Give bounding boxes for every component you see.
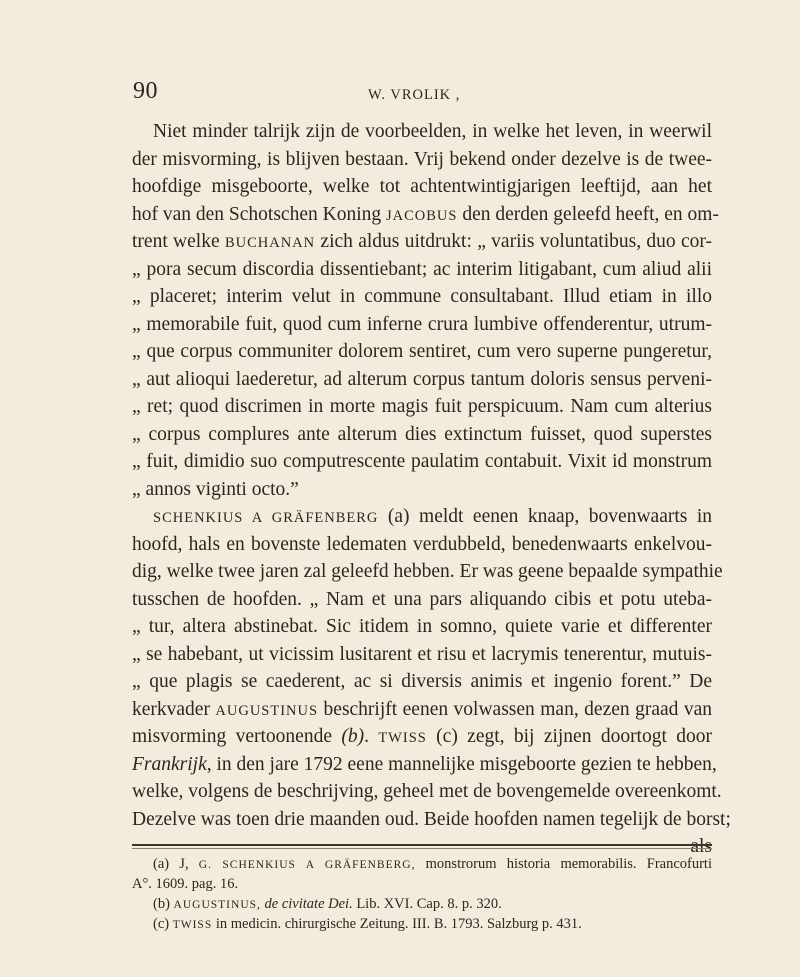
footnote-a — [132, 854, 712, 874]
footnote-author: AUGUSTINUS, — [173, 899, 261, 911]
text-line — [132, 201, 719, 229]
footnote-marker: (b) — [153, 896, 174, 912]
text-span: (c) zegt, bij zijnen doortogt door — [426, 726, 712, 747]
footnote-rule-thin — [132, 848, 712, 849]
text-line: Dezelve was toen drie maanden oud. Beide hoofden namen tegelijk de borst; — [132, 808, 731, 830]
person-name-twiss: TWISS — [378, 730, 427, 746]
text-line: „ placeret; interim velut in commune consultabant. Illud etiam in illo — [132, 286, 712, 307]
text-line: „ annos viginti octo.” — [132, 478, 299, 500]
text-line: dig, welke twee jaren zal geleefd hebben. Er was geene bepaalde sympathie — [132, 561, 723, 582]
text-span: misvorming vertoonende — [132, 726, 342, 747]
footnote-author: G. SCHENKIUS A GRÄFENBERG, — [198, 859, 416, 871]
text-line: hoofdige misgeboorte, welke tot achtentwintigjarigen leeftijd, aan het — [132, 176, 712, 197]
body-text — [132, 118, 731, 861]
footnote-a-cont: A°. 1609. pag. 16. — [132, 876, 239, 892]
catchword: als — [690, 836, 712, 857]
text-span: (a) meldt eenen knaap, bovenwaarts in — [378, 506, 713, 527]
footnote-ref-b: (b) — [341, 726, 365, 747]
text-span: . — [364, 726, 379, 747]
text-line: „ se habebant, ut vicissim lusitarent et risu et lacrymis tenerentur, mutuis- — [132, 643, 712, 665]
text-line: welke, volgens de beschrijving, geheel met de bovengemelde overeenkomt. — [132, 781, 722, 802]
running-head: W. VROLIK , — [368, 87, 461, 103]
text-span: , in den jare 1792 eene mannelijke misgeboorte gezien te hebben, — [206, 753, 717, 775]
text-line: „ fuit, dimidio suo computrescente paulatim contabuit. Vixit id monstrum — [132, 451, 712, 472]
text-line — [132, 696, 712, 724]
text-span: kerkvader — [132, 698, 216, 720]
footnote-author: TWISS — [172, 919, 213, 931]
text-line: Niet minder talrijk zijn de voorbeelden, in welke het leven, in weerwil — [153, 121, 712, 142]
footnote-marker: (c) — [153, 916, 173, 932]
text-line: der misvorming, is blijven bestaan. Vrij bekend onder dezelve is de twee- — [132, 148, 712, 170]
text-span: hof van den Schotschen Koning — [132, 203, 386, 225]
text-span: beschrijft eenen volwassen man, dezen graad van — [318, 698, 713, 720]
paragraph-2 — [132, 503, 731, 861]
text-line: „ aut alioqui laederetur, ad alterum corpus tantum doloris sensus perveni- — [132, 368, 712, 390]
footnote-c — [132, 914, 712, 934]
footnote-title: de civitate Dei. — [260, 896, 353, 912]
text-span: trent welke — [132, 231, 225, 252]
text-span: den derden geleefd heeft, en om- — [457, 203, 719, 225]
text-line — [132, 751, 717, 779]
page-number: 90 — [133, 78, 158, 104]
footnote-text: Lib. XVI. Cap. 8. p. 320. — [352, 896, 502, 912]
text-line: tusschen de hoofden. „ Nam et una pars aliquando cibis et potu uteba- — [132, 588, 712, 610]
text-line — [132, 503, 712, 531]
footnotes — [132, 854, 712, 934]
text-line: „ tur, altera abstinebat. Sic itidem in somno, quiete varie et differenter — [132, 616, 712, 637]
place-name-frankrijk: Frankrijk — [132, 753, 207, 775]
footnote-rule — [132, 844, 712, 846]
text-line: hoofd, hals en bovenste ledematen verdubbeld, benedenwaarts enkelvou- — [132, 533, 712, 555]
person-name-augustinus: AUGUSTINUS — [215, 702, 319, 719]
text-line: „ memorabile fuit, quod cum inferne crura lumbive offenderentur, utrum- — [132, 313, 712, 335]
paragraph-1 — [132, 118, 719, 503]
text-line — [132, 723, 712, 751]
person-name-jacobus: JACOBUS — [386, 207, 458, 224]
text-line: „ corpus complures ante alterum dies extinctum fuisset, quod superstes — [132, 423, 712, 445]
text-line: „ que plagis se caederent, ac si diversis animis et ingenio forent.” De — [132, 671, 712, 692]
footnote-text: monstrorum historia memorabilis. Francofurti — [415, 856, 712, 872]
person-name-buchanan: BUCHANAN — [224, 235, 316, 251]
footnote-marker: (a) J, — [153, 856, 199, 872]
person-name-schenkius: SCHENKIUS A GRÄFENBERG — [153, 510, 379, 526]
text-span: zich aldus uitdrukt: „ variis voluntatibus, duo cor- — [315, 231, 712, 252]
text-line: „ ret; quod discrimen in morte magis fuit perspicuum. Nam cum alterius — [132, 396, 712, 417]
text-line: „ pora secum discordia dissentiebant; ac interim litigabant, cum aliud alii — [132, 258, 712, 280]
footnote-text: in medicin. chirurgische Zeitung. III. B. 1793. Salzburg p. 431. — [212, 916, 582, 932]
text-line: „ que corpus communiter dolorem sentiret, cum vero superne pungeretur, — [132, 341, 712, 362]
text-line — [132, 228, 712, 256]
footnote-b — [132, 894, 712, 914]
